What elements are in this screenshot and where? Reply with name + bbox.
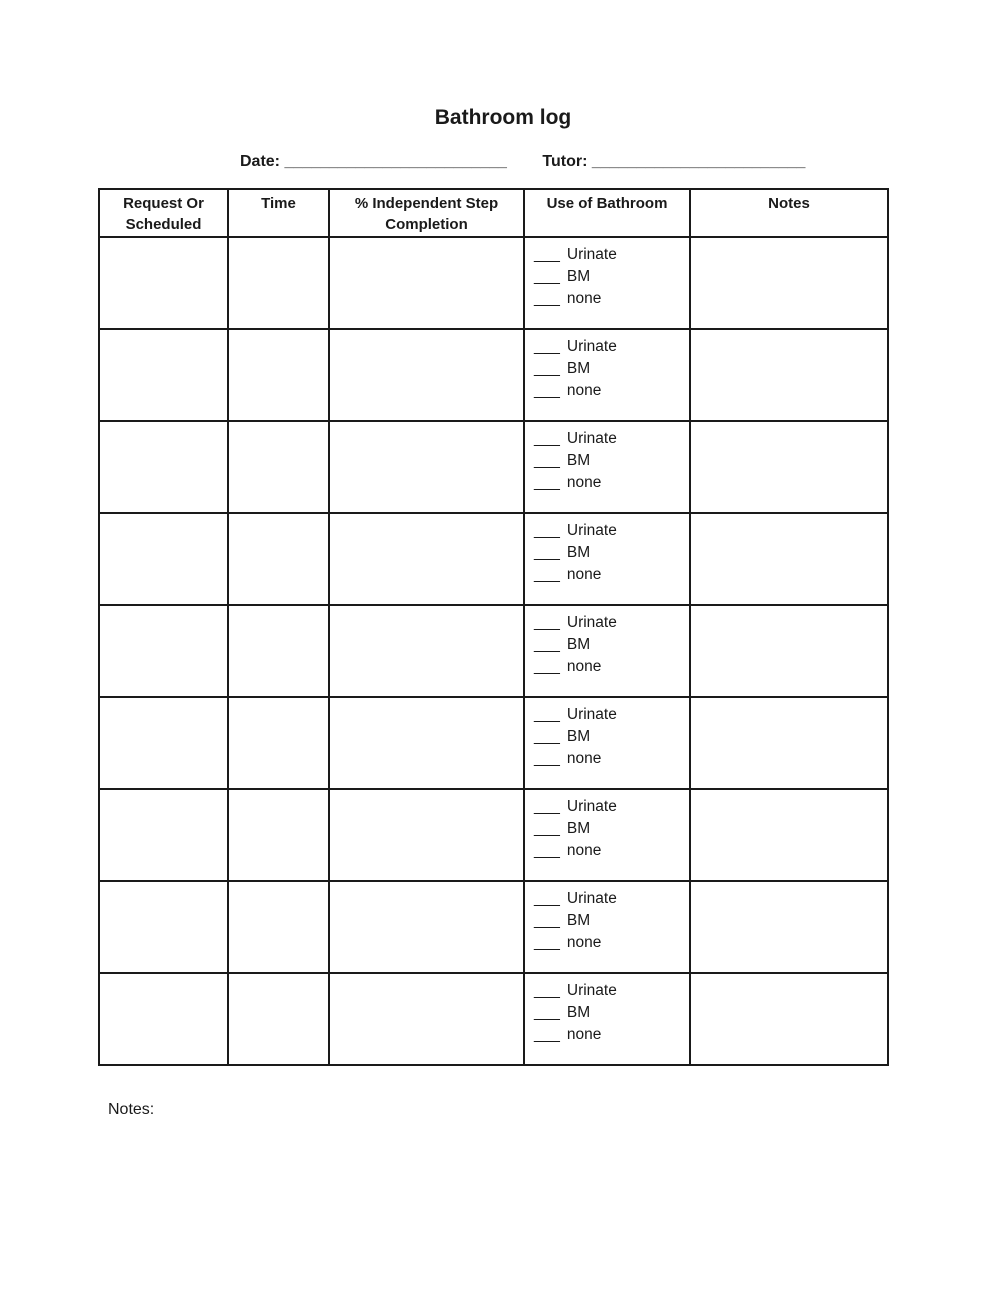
date-tutor-line — [240, 153, 805, 171]
bathroom-option-label: Urinate — [566, 246, 617, 263]
header-request-or-scheduled: Request Or Scheduled — [99, 189, 228, 237]
bathroom-option-label: BM — [566, 268, 591, 285]
bathroom-cell — [524, 421, 690, 513]
completion-cell — [329, 237, 524, 329]
bathroom-option-label: BM — [566, 360, 591, 377]
tutor-label: Tutor: — [542, 153, 588, 170]
bathroom-option-line — [534, 888, 685, 910]
bathroom-option-label: Urinate — [566, 338, 617, 355]
bathroom-option-line — [534, 520, 685, 542]
bathroom-option-label: Urinate — [566, 706, 617, 723]
time-cell — [228, 605, 329, 697]
bathroom-option-label: none — [566, 382, 602, 399]
table-row — [99, 973, 888, 1065]
notes-cell — [690, 881, 888, 973]
request-cell — [99, 329, 228, 421]
bathroom-cell — [524, 973, 690, 1065]
table-row — [99, 329, 888, 421]
log-table-body — [99, 237, 888, 1065]
bathroom-cell — [524, 881, 690, 973]
bathroom-option-label: none — [566, 750, 602, 767]
bathroom-option-blank: ___ — [534, 360, 560, 377]
bathroom-option-blank: ___ — [534, 890, 560, 907]
bathroom-option-line — [534, 542, 685, 564]
bathroom-option-line — [534, 472, 685, 494]
tutor-blank: ________________________ — [591, 153, 806, 170]
time-cell — [228, 789, 329, 881]
bathroom-option-line — [534, 980, 685, 1002]
bathroom-option-blank: ___ — [534, 566, 560, 583]
bathroom-option-label: BM — [566, 728, 591, 745]
bathroom-option-line — [534, 612, 685, 634]
bathroom-option-label: none — [566, 474, 602, 491]
table-row — [99, 237, 888, 329]
bathroom-option-blank: ___ — [534, 268, 560, 285]
bathroom-cell — [524, 513, 690, 605]
header-time: Time — [228, 189, 329, 237]
bathroom-option-blank: ___ — [534, 1004, 560, 1021]
bathroom-option-line — [534, 244, 685, 266]
notes-cell — [690, 329, 888, 421]
time-cell — [228, 697, 329, 789]
time-cell — [228, 513, 329, 605]
bathroom-option-label: Urinate — [566, 982, 617, 999]
bathroom-option-blank: ___ — [534, 820, 560, 837]
page-title: Bathroom log — [434, 106, 572, 129]
bathroom-cell — [524, 789, 690, 881]
completion-cell — [329, 421, 524, 513]
bathroom-option-label: BM — [566, 820, 591, 837]
completion-cell — [329, 697, 524, 789]
bathroom-cell — [524, 605, 690, 697]
bathroom-cell — [524, 329, 690, 421]
bathroom-option-label: none — [566, 842, 602, 859]
bathroom-option-blank: ___ — [534, 750, 560, 767]
bathroom-option-blank: ___ — [534, 614, 560, 631]
request-cell — [99, 789, 228, 881]
notes-cell — [690, 513, 888, 605]
date-blank: _________________________ — [284, 153, 507, 170]
bathroom-option-blank: ___ — [534, 338, 560, 355]
bathroom-cell — [524, 237, 690, 329]
bathroom-option-line — [534, 748, 685, 770]
table-row — [99, 513, 888, 605]
completion-cell — [329, 329, 524, 421]
bathroom-option-label: BM — [566, 636, 591, 653]
bathroom-option-label: BM — [566, 544, 591, 561]
request-cell — [99, 881, 228, 973]
bathroom-option-label: Urinate — [566, 890, 617, 907]
table-row — [99, 881, 888, 973]
bathroom-option-line — [534, 428, 685, 450]
header-completion: % Independent Step Completion — [329, 189, 524, 237]
bathroom-option-line — [534, 380, 685, 402]
completion-cell — [329, 973, 524, 1065]
header-notes: Notes — [690, 189, 888, 237]
bathroom-option-blank: ___ — [534, 452, 560, 469]
completion-cell — [329, 789, 524, 881]
bathroom-option-blank: ___ — [534, 798, 560, 815]
bathroom-option-blank: ___ — [534, 246, 560, 263]
bathroom-option-line — [534, 336, 685, 358]
bathroom-option-label: none — [566, 290, 602, 307]
bathroom-option-line — [534, 656, 685, 678]
bathroom-option-line — [534, 840, 685, 862]
bathroom-option-blank: ___ — [534, 982, 560, 999]
time-cell — [228, 421, 329, 513]
bathroom-option-blank: ___ — [534, 430, 560, 447]
time-cell — [228, 881, 329, 973]
request-cell — [99, 237, 228, 329]
bathroom-option-line — [534, 726, 685, 748]
table-row — [99, 605, 888, 697]
bathroom-option-blank: ___ — [534, 842, 560, 859]
completion-cell — [329, 605, 524, 697]
bathroom-option-label: Urinate — [566, 430, 617, 447]
bathroom-option-label: none — [566, 934, 602, 951]
time-cell — [228, 973, 329, 1065]
bathroom-option-blank: ___ — [534, 728, 560, 745]
bathroom-option-line — [534, 564, 685, 586]
bathroom-option-blank: ___ — [534, 934, 560, 951]
bathroom-option-line — [534, 796, 685, 818]
request-cell — [99, 513, 228, 605]
completion-cell — [329, 881, 524, 973]
bathroom-option-blank: ___ — [534, 636, 560, 653]
bathroom-option-blank: ___ — [534, 1026, 560, 1043]
table-header-row — [99, 189, 888, 237]
date-label: Date: — [240, 153, 281, 170]
request-cell — [99, 421, 228, 513]
bathroom-option-label: none — [566, 566, 602, 583]
bathroom-option-label: Urinate — [566, 614, 617, 631]
bathroom-option-label: BM — [566, 912, 591, 929]
bathroom-option-blank: ___ — [534, 544, 560, 561]
notes-cell — [690, 237, 888, 329]
table-row — [99, 789, 888, 881]
time-cell — [228, 329, 329, 421]
bathroom-option-line — [534, 288, 685, 310]
bathroom-option-line — [534, 266, 685, 288]
bathroom-option-blank: ___ — [534, 522, 560, 539]
notes-label: Notes: — [108, 1101, 155, 1118]
bathroom-option-blank: ___ — [534, 290, 560, 307]
bathroom-option-label: Urinate — [566, 798, 617, 815]
bathroom-option-label: BM — [566, 452, 591, 469]
table-row — [99, 697, 888, 789]
bathroom-option-line — [534, 910, 685, 932]
bathroom-option-blank: ___ — [534, 706, 560, 723]
notes-cell — [690, 605, 888, 697]
bathroom-option-blank: ___ — [534, 474, 560, 491]
bathroom-option-line — [534, 704, 685, 726]
request-cell — [99, 973, 228, 1065]
notes-cell — [690, 973, 888, 1065]
bathroom-option-line — [534, 358, 685, 380]
bathroom-option-label: none — [566, 1026, 602, 1043]
bathroom-option-blank: ___ — [534, 658, 560, 675]
bathroom-option-line — [534, 1002, 685, 1024]
request-cell — [99, 605, 228, 697]
bathroom-log-table — [98, 188, 889, 1066]
bathroom-cell — [524, 697, 690, 789]
completion-cell — [329, 513, 524, 605]
table-row — [99, 421, 888, 513]
bathroom-option-line — [534, 634, 685, 656]
bathroom-option-label: Urinate — [566, 522, 617, 539]
bathroom-option-label: none — [566, 658, 602, 675]
notes-cell — [690, 697, 888, 789]
bathroom-option-blank: ___ — [534, 382, 560, 399]
notes-cell — [690, 421, 888, 513]
time-cell — [228, 237, 329, 329]
bathroom-option-label: BM — [566, 1004, 591, 1021]
request-cell — [99, 697, 228, 789]
bathroom-option-line — [534, 818, 685, 840]
bathroom-option-line — [534, 1024, 685, 1046]
notes-cell — [690, 789, 888, 881]
bathroom-option-line — [534, 932, 685, 954]
bathroom-option-line — [534, 450, 685, 472]
bathroom-option-blank: ___ — [534, 912, 560, 929]
header-use-of-bathroom: Use of Bathroom — [524, 189, 690, 237]
